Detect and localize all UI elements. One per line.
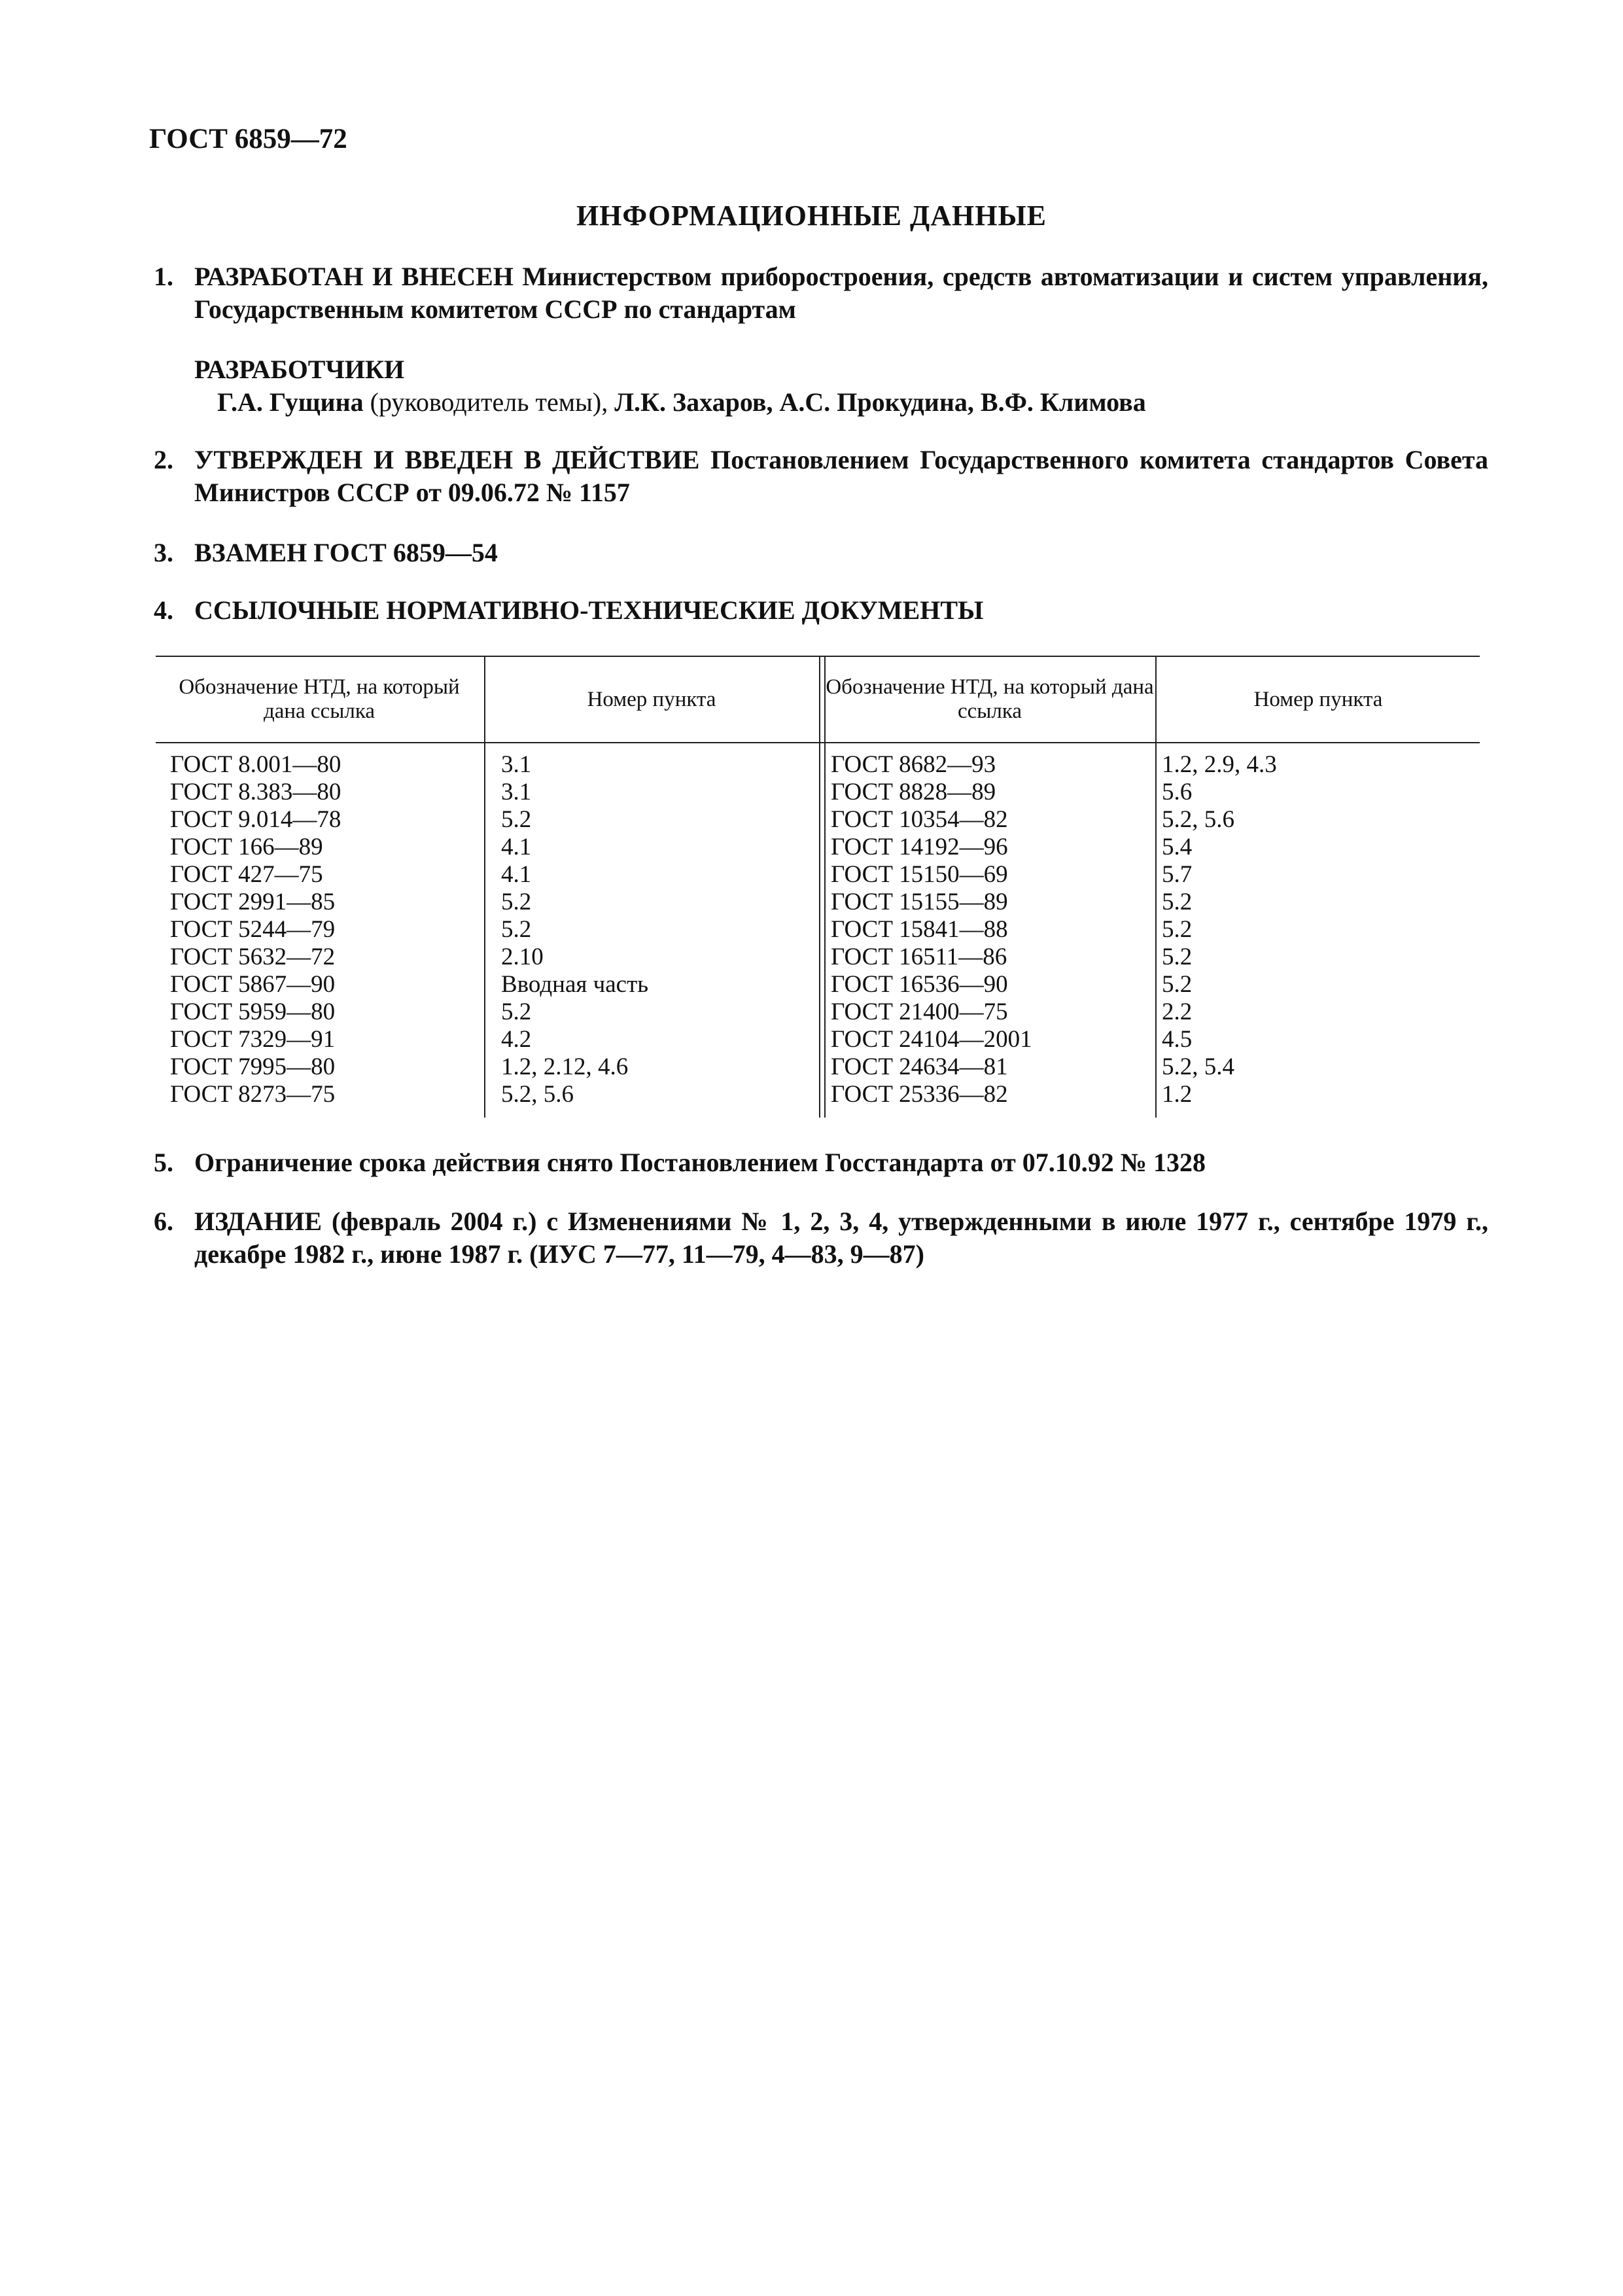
section-4 [154,594,1488,627]
developer-others: Л.К. Захаров, А.С. Прокудина, В.Ф. Климова [614,387,1146,417]
table-cell: ГОСТ 166—89 [170,834,323,860]
developers-label: РАЗРАБОТЧИКИ [194,355,405,384]
section-number: 1. [154,262,173,291]
section-lead: УТВЕРЖДЕН И ВВЕДЕН В ДЕЙСТВИЕ [194,445,700,474]
section-text: ВЗАМЕН ГОСТ 6859—54 [194,538,498,567]
table-cell: ГОСТ 24104—2001 [831,1026,1032,1053]
table-cell: 5.2, 5.6 [501,1081,574,1108]
table-cell: ГОСТ 15155—89 [831,889,1008,915]
header-doc-designation: Обозначение НТД, на который дана ссылка [826,675,1154,723]
table-cell: 4.1 [501,861,532,888]
table-cell: ГОСТ 5867—90 [170,971,336,998]
table-cell: 5.2 [501,998,532,1025]
section-number: 4. [154,595,173,625]
table-cell: 1.2, 2.9, 4.3 [1162,751,1277,778]
header-item-number: Номер пункта [587,687,716,711]
table-cell: 5.2 [501,916,532,943]
table-cell: ГОСТ 2991—85 [170,889,336,915]
section-2 [154,444,1488,509]
table-cell: ГОСТ 5959—80 [170,998,336,1025]
table-cell: 5.2, 5.6 [1162,806,1234,833]
table-cell: ГОСТ 9.014—78 [170,806,341,833]
section-6 [154,1205,1488,1271]
section-number: 3. [154,538,173,567]
table-cell: ГОСТ 16511—86 [831,944,1007,970]
table-cell: 3.1 [501,779,532,805]
table-cell: ГОСТ 427—75 [170,861,323,888]
developer-note: (руководитель темы), [370,387,608,417]
table-cell: 1.2, 2.12, 4.6 [501,1053,629,1080]
table-cell: 5.2 [1162,971,1193,998]
table-cell: 4.1 [501,834,532,860]
table-cell: ГОСТ 8.383—80 [170,779,341,805]
table-cell: ГОСТ 10354—82 [831,806,1008,833]
table-cell: ГОСТ 8.001—80 [170,751,341,778]
table-cell: 3.1 [501,751,532,778]
table-cell: ГОСТ 15841—88 [831,916,1008,943]
section-5 [154,1146,1488,1179]
table-cell: 1.2 [1162,1081,1193,1108]
table-cell: 4.5 [1162,1026,1193,1053]
table-cell: 4.2 [501,1026,532,1053]
table-cell: 5.4 [1162,834,1193,860]
section-number: 5. [154,1148,173,1177]
table-cell: 5.2 [501,889,532,915]
section-text: Министерством приборостроения, средств автоматизации и систем управления, Государственным комитетом СССР по стандартам [194,262,1488,324]
table-cell: 2.2 [1162,998,1193,1025]
table-double-divider-a [819,656,820,1118]
section-3 [154,537,1488,569]
table-cell: ГОСТ 16536—90 [831,971,1008,998]
document-code: ГОСТ 6859—72 [149,124,347,154]
table-cell: ГОСТ 8828—89 [831,779,996,805]
table-cell: ГОСТ 8682—93 [831,751,996,778]
table-cell: ГОСТ 14192—96 [831,834,1008,860]
section-1 [154,260,1488,326]
right-items-column [1162,751,1277,1108]
left-docs-column [170,751,341,1108]
section-text: Ограничение срока действия снято Постановлением Госстандарта от 07.10.92 № 1328 [194,1148,1206,1177]
developer-lead: Г.А. Гущина [217,387,364,417]
table-top-rule [156,656,1480,657]
section-text: ИЗДАНИЕ (февраль 2004 г.) с Изменениями № 1, 2, 3, 4, утвержденными в июле 1977 г., сентябре 1979 г., декабре 1982 г., июне 1987 г. (ИУС 7—77, 11—79, 4—83, 9—87) [194,1207,1488,1269]
header-doc-designation: Обозначение НТД, на который дана ссылка [179,675,460,723]
table-header-rule [156,742,1480,743]
table-cell: ГОСТ 21400—75 [831,998,1008,1025]
table-cell: ГОСТ 5632—72 [170,944,336,970]
page-title: ИНФОРМАЦИОННЫЕ ДАННЫЕ [576,200,1047,232]
table-cell: ГОСТ 8273—75 [170,1081,336,1108]
right-docs-column [831,751,1032,1108]
section-number: 2. [154,445,173,474]
table-cell: ГОСТ 24634—81 [831,1053,1008,1080]
table-cell: 5.2 [501,806,532,833]
table-cell: ГОСТ 25336—82 [831,1081,1008,1108]
header-item-number: Номер пункта [1253,687,1383,711]
left-items-column [501,751,648,1108]
table-cell: 5.2 [1162,916,1193,943]
table-cell: Вводная часть [501,971,649,998]
table-cell: 5.7 [1162,861,1193,888]
table-cell: ГОСТ 7329—91 [170,1026,336,1053]
table-cell: 5.2 [1162,944,1193,970]
reference-documents-table [156,656,1480,1118]
table-cell: 5.2 [1162,889,1193,915]
table-cell: 5.6 [1162,779,1193,805]
section-text: ССЫЛОЧНЫЕ НОРМАТИВНО-ТЕХНИЧЕСКИЕ ДОКУМЕНТЫ [194,595,984,625]
table-cell: ГОСТ 5244—79 [170,916,336,943]
developers-list [217,386,1146,419]
section-text: Постановлением Государственного комитета стандартов Совета Министров СССР от 09.06.72 № 1157 [194,445,1489,507]
section-number: 6. [154,1207,173,1236]
table-cell: ГОСТ 15150—69 [831,861,1008,888]
section-lead: РАЗРАБОТАН И ВНЕСЕН [194,262,514,291]
table-cell: 2.10 [501,944,544,970]
table-cell: 5.2, 5.4 [1162,1053,1234,1080]
table-cell: ГОСТ 7995—80 [170,1053,336,1080]
